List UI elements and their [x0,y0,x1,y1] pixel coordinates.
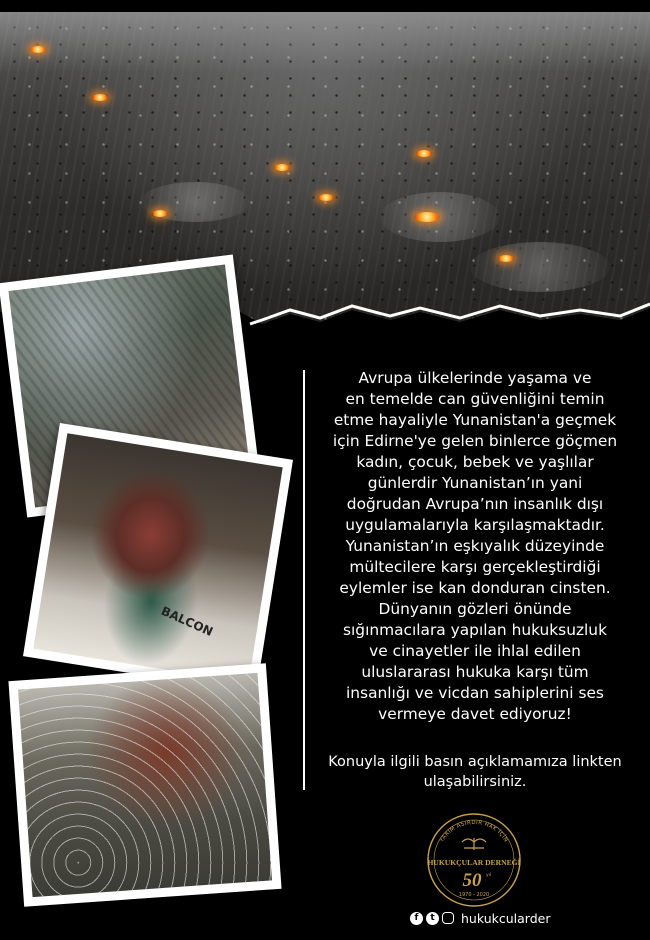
statement-line: eylemler ise kan donduran cinsten. [339,579,611,597]
social-handle[interactable]: hukukcularder [461,910,551,926]
statement-line: sığınmacılara yapılan hukuksuzluk [343,621,607,639]
fire [30,46,46,53]
smoke-cloud [470,242,610,292]
twitter-icon[interactable]: t [426,912,439,925]
logo-name: HUKUKÇULAR DERNEĞİ [427,858,521,867]
instagram-icon[interactable] [442,912,454,924]
fire [318,194,334,201]
statement-line: uygulamalarıyla karşılaşmaktadır. [345,516,605,534]
social-media-row [410,909,550,927]
statement-text [320,368,630,725]
link-line: ulaşabilirsiniz. [423,774,527,790]
child-image [33,433,282,682]
fire [414,212,440,222]
fire [274,164,290,171]
statement-line: kadın, çocuk, bebek ve yaşlılar [356,453,594,471]
fire [152,210,168,217]
smoke-cloud [380,192,500,242]
statement-line: en temelde can güvenliğini temin [345,390,605,408]
logo-years: 1970 - 2020 [458,892,490,898]
border-fence-image [18,673,272,897]
smoke-haze [0,12,650,72]
statement-line: günlerdir Yunanistan’ın yani [367,474,583,492]
link-line: Konuyla ilgili basın açıklamamıza linkten [328,754,622,770]
logo-number: 50 [462,870,482,891]
statement-line: etme hayaliyle Yunanistan'a geçmek [333,411,617,429]
statement-line: vermeye davet ediyoruz! [378,705,572,723]
press-release-link-text[interactable] [318,752,632,792]
logo-arc-text: YARIM ASIRDIR HAK İÇİN [439,819,509,844]
statement-line: Avrupa ülkelerinde yaşama ve [358,369,592,387]
statement-line: Dünyanın gözleri önünde [378,600,572,618]
statement-line: doğrudan Avrupa’nın insanlık dışı [346,495,604,513]
box-label: BALCON [158,603,216,639]
statement-line: ve cinayetler ile ihlal edilen [369,642,581,660]
facebook-icon[interactable]: f [410,912,423,925]
statement-line: insanlığı ve vicdan sahiplerini ses [346,684,604,702]
fire [416,150,432,157]
photo-border-fence [8,663,281,906]
divider-line [303,370,305,790]
statement-line: uluslararası hukuka karşı tüm [361,663,589,681]
logo-superscript: yıl [486,873,492,878]
statement-line: için Edirne'ye gelen binlerce göçmen [332,432,618,450]
fire [92,94,108,101]
statement-line: mültecilere karşı gerçekleştirdiği [349,558,601,576]
statement-line: Yunanistan’ın eşkıyalık düzeyinde [345,537,605,555]
hukukcular-dernegi-logo [424,810,524,910]
fire [498,255,514,262]
photo-child [23,423,293,693]
